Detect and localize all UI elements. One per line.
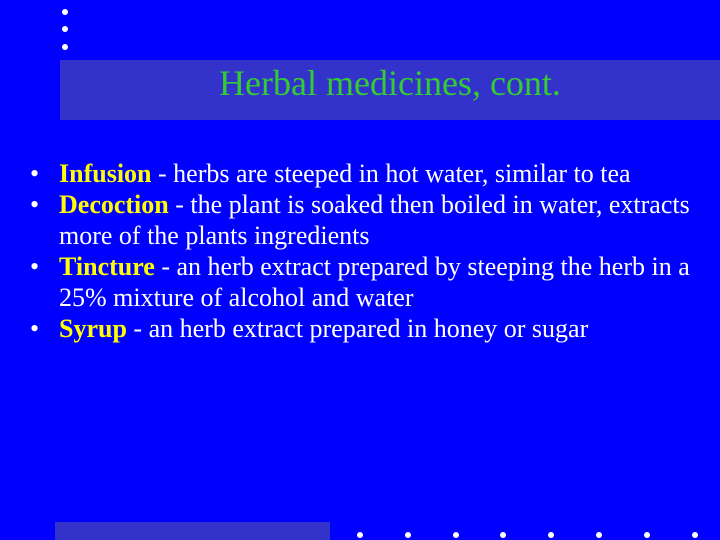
term-infusion: Infusion bbox=[59, 159, 152, 188]
decorative-dot bbox=[692, 532, 698, 538]
bullet-marker: • bbox=[30, 159, 40, 188]
bullet-marker: • bbox=[30, 314, 40, 343]
decorative-dot bbox=[453, 532, 459, 538]
decorative-dot bbox=[500, 532, 506, 538]
slide-title: Herbal medicines, cont. bbox=[219, 63, 561, 103]
term-tincture: Tincture bbox=[59, 252, 155, 281]
bullet-marker: • bbox=[30, 190, 40, 219]
list-item bbox=[30, 189, 710, 251]
list-item bbox=[30, 158, 710, 189]
definition-text: herbs are steeped in hot water, similar to tea bbox=[173, 159, 631, 188]
term-decoction: Decoction bbox=[59, 190, 169, 219]
decorative-dot bbox=[357, 532, 363, 538]
bullet-marker: • bbox=[30, 252, 40, 281]
decorative-dot bbox=[596, 532, 602, 538]
decorative-dot bbox=[405, 532, 411, 538]
definition-text: the plant is soaked then boiled in water, extracts more of the plants ingredients bbox=[59, 190, 690, 250]
definition-text: an herb extract prepared in honey or sugar bbox=[148, 314, 589, 343]
bottom-band bbox=[55, 522, 330, 540]
decorative-dot bbox=[62, 26, 68, 32]
decorative-dot bbox=[548, 532, 554, 538]
term-separator: - bbox=[126, 314, 149, 343]
term-separator: - bbox=[151, 159, 174, 188]
list-item bbox=[30, 251, 710, 313]
decorative-dot bbox=[644, 532, 650, 538]
decorative-dot bbox=[62, 44, 68, 50]
list-item bbox=[30, 313, 710, 344]
term-syrup: Syrup bbox=[59, 314, 127, 343]
term-separator: - bbox=[168, 190, 191, 219]
term-separator: - bbox=[154, 252, 177, 281]
decorative-dot bbox=[62, 9, 68, 15]
bullet-list bbox=[30, 158, 710, 344]
definition-text: an herb extract prepared by steeping the herb in a 25% mixture of alcohol and water bbox=[59, 252, 690, 312]
